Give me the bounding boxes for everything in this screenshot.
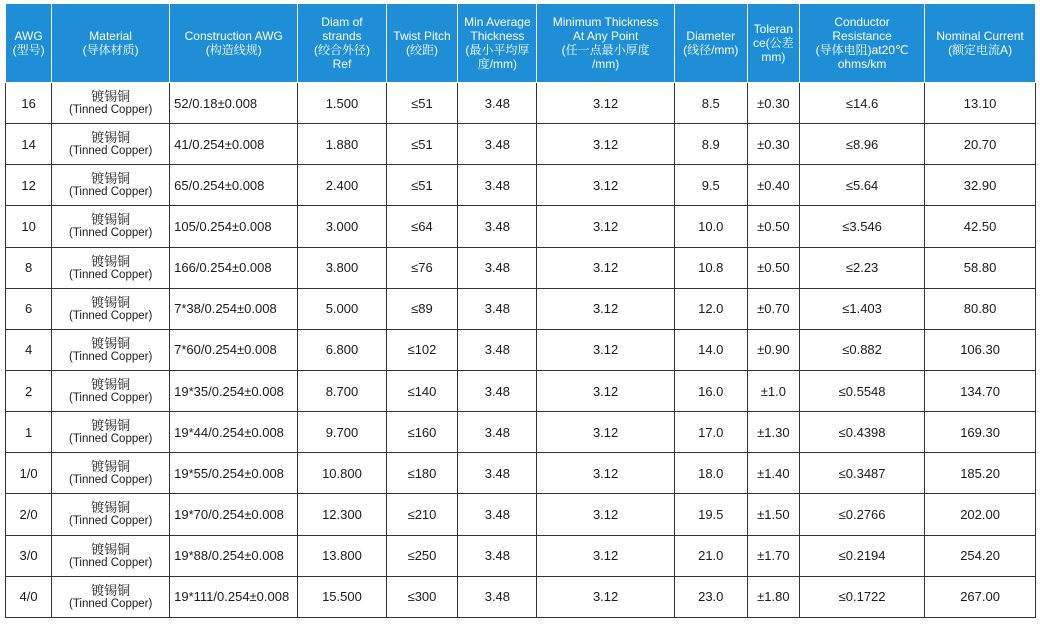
cell-min-avg-thickness: 3.48 bbox=[458, 535, 537, 576]
table-row bbox=[6, 329, 1036, 370]
cell-awg: 2/0 bbox=[6, 494, 52, 535]
material-english: (Tinned Copper) bbox=[68, 474, 153, 487]
cell-construction: 19*44/0.254±0.008 bbox=[170, 412, 298, 453]
material-chinese: 镀锡铜 bbox=[91, 582, 131, 598]
table-row bbox=[6, 83, 1036, 124]
material-english: (Tinned Copper) bbox=[68, 597, 153, 610]
cell-construction: 19*70/0.254±0.008 bbox=[170, 494, 298, 535]
cell-min-avg-thickness: 3.48 bbox=[458, 165, 537, 206]
cell-resistance: ≤0.2766 bbox=[799, 494, 924, 535]
cell-resistance: ≤0.2194 bbox=[799, 535, 924, 576]
cell-awg: 12 bbox=[6, 165, 52, 206]
cell-min-thickness: 3.12 bbox=[537, 288, 674, 329]
cell-construction: 166/0.254±0.008 bbox=[170, 247, 298, 288]
cell-diameter: 23.0 bbox=[674, 576, 747, 617]
cell-min-avg-thickness: 3.48 bbox=[458, 370, 537, 411]
table-row bbox=[6, 412, 1036, 453]
cell-material bbox=[52, 370, 170, 411]
table-row bbox=[6, 494, 1036, 535]
cell-diam-strands: 15.500 bbox=[298, 576, 386, 617]
material-english: (Tinned Copper) bbox=[68, 227, 153, 240]
cell-awg: 4/0 bbox=[6, 576, 52, 617]
table-row bbox=[6, 165, 1036, 206]
material-chinese: 镀锡铜 bbox=[91, 253, 131, 269]
cell-material bbox=[52, 412, 170, 453]
cell-awg: 1/0 bbox=[6, 453, 52, 494]
header-current: Nominal Current (额定电流A) bbox=[925, 4, 1036, 83]
cell-material bbox=[52, 165, 170, 206]
cell-min-avg-thickness: 3.48 bbox=[458, 576, 537, 617]
cell-resistance: ≤0.1722 bbox=[799, 576, 924, 617]
cell-min-avg-thickness: 3.48 bbox=[458, 247, 537, 288]
cell-awg: 6 bbox=[6, 288, 52, 329]
table-row bbox=[6, 370, 1036, 411]
cell-diam-strands: 5.000 bbox=[298, 288, 386, 329]
cell-min-thickness: 3.12 bbox=[537, 206, 674, 247]
cell-awg: 1 bbox=[6, 412, 52, 453]
cell-resistance: ≤1.403 bbox=[799, 288, 924, 329]
header-construction: Construction AWG (构造线规) bbox=[170, 4, 298, 83]
cell-twist-pitch: ≤51 bbox=[386, 83, 458, 124]
cell-current: 80.80 bbox=[925, 288, 1036, 329]
cell-material bbox=[52, 288, 170, 329]
cell-min-thickness: 3.12 bbox=[537, 535, 674, 576]
cell-current: 32.90 bbox=[925, 165, 1036, 206]
cell-current: 254.20 bbox=[925, 535, 1036, 576]
cell-diameter: 8.9 bbox=[674, 124, 747, 165]
table-header bbox=[6, 4, 1036, 83]
table-row bbox=[6, 288, 1036, 329]
material-chinese: 镀锡铜 bbox=[91, 130, 131, 146]
cell-tolerance: ±0.50 bbox=[747, 206, 799, 247]
cell-diam-strands: 3.000 bbox=[298, 206, 386, 247]
header-tolerance: Toleran ce(公差 mm) bbox=[747, 4, 799, 83]
cell-diameter: 16.0 bbox=[674, 370, 747, 411]
cell-construction: 65/0.254±0.008 bbox=[170, 165, 298, 206]
cell-twist-pitch: ≤210 bbox=[386, 494, 458, 535]
cell-current: 169.30 bbox=[925, 412, 1036, 453]
cell-diam-strands: 1.500 bbox=[298, 83, 386, 124]
header-diameter: Diameter (线径/mm) bbox=[674, 4, 747, 83]
cell-resistance: ≤0.882 bbox=[799, 329, 924, 370]
cell-tolerance: ±1.50 bbox=[747, 494, 799, 535]
cell-min-avg-thickness: 3.48 bbox=[458, 412, 537, 453]
cell-twist-pitch: ≤102 bbox=[386, 329, 458, 370]
cell-awg: 3/0 bbox=[6, 535, 52, 576]
material-chinese: 镀锡铜 bbox=[91, 500, 131, 516]
cell-twist-pitch: ≤300 bbox=[386, 576, 458, 617]
cell-min-avg-thickness: 3.48 bbox=[458, 494, 537, 535]
cell-resistance: ≤0.5548 bbox=[799, 370, 924, 411]
material-english: (Tinned Copper) bbox=[68, 145, 153, 158]
header-row bbox=[6, 4, 1036, 83]
cell-construction: 7*38/0.254±0.008 bbox=[170, 288, 298, 329]
cell-diam-strands: 1.880 bbox=[298, 124, 386, 165]
header-material: Material (导体材质) bbox=[52, 4, 170, 83]
cell-diameter: 17.0 bbox=[674, 412, 747, 453]
cell-diam-strands: 6.800 bbox=[298, 329, 386, 370]
cell-awg: 2 bbox=[6, 370, 52, 411]
cell-diameter: 9.5 bbox=[674, 165, 747, 206]
cell-diameter: 14.0 bbox=[674, 329, 747, 370]
cell-construction: 52/0.18±0.008 bbox=[170, 83, 298, 124]
cell-min-thickness: 3.12 bbox=[537, 247, 674, 288]
cell-diameter: 10.0 bbox=[674, 206, 747, 247]
cell-material bbox=[52, 329, 170, 370]
cell-tolerance: ±0.90 bbox=[747, 329, 799, 370]
material-english: (Tinned Copper) bbox=[68, 268, 153, 281]
cell-resistance: ≤3.546 bbox=[799, 206, 924, 247]
cell-twist-pitch: ≤51 bbox=[386, 165, 458, 206]
cell-construction: 19*88/0.254±0.008 bbox=[170, 535, 298, 576]
cell-tolerance: ±0.70 bbox=[747, 288, 799, 329]
cell-tolerance: ±0.50 bbox=[747, 247, 799, 288]
cell-diam-strands: 10.800 bbox=[298, 453, 386, 494]
header-twist-pitch: Twist Pitch (绞距) bbox=[386, 4, 458, 83]
cell-diam-strands: 2.400 bbox=[298, 165, 386, 206]
cell-resistance: ≤5.64 bbox=[799, 165, 924, 206]
table-row bbox=[6, 124, 1036, 165]
material-chinese: 镀锡铜 bbox=[91, 89, 131, 105]
cell-current: 202.00 bbox=[925, 494, 1036, 535]
cell-awg: 4 bbox=[6, 329, 52, 370]
cell-current: 20.70 bbox=[925, 124, 1036, 165]
cell-tolerance: ±0.40 bbox=[747, 165, 799, 206]
cell-resistance: ≤0.3487 bbox=[799, 453, 924, 494]
header-awg: AWG (型号) bbox=[6, 4, 52, 83]
cell-twist-pitch: ≤180 bbox=[386, 453, 458, 494]
cell-tolerance: ±1.70 bbox=[747, 535, 799, 576]
cell-min-thickness: 3.12 bbox=[537, 165, 674, 206]
cell-twist-pitch: ≤140 bbox=[386, 370, 458, 411]
cell-awg: 10 bbox=[6, 206, 52, 247]
cell-min-thickness: 3.12 bbox=[537, 453, 674, 494]
cell-construction: 105/0.254±0.008 bbox=[170, 206, 298, 247]
material-chinese: 镀锡铜 bbox=[91, 377, 131, 393]
cell-min-avg-thickness: 3.48 bbox=[458, 453, 537, 494]
cell-tolerance: ±1.40 bbox=[747, 453, 799, 494]
cell-resistance: ≤2.23 bbox=[799, 247, 924, 288]
cell-diam-strands: 3.800 bbox=[298, 247, 386, 288]
cell-construction: 41/0.254±0.008 bbox=[170, 124, 298, 165]
cell-twist-pitch: ≤51 bbox=[386, 124, 458, 165]
cell-current: 134.70 bbox=[925, 370, 1036, 411]
material-english: (Tinned Copper) bbox=[68, 392, 153, 405]
cell-min-thickness: 3.12 bbox=[537, 412, 674, 453]
header-resistance: Conductor Resistance (导体电阻)at20℃ ohms/km bbox=[799, 4, 924, 83]
cell-material bbox=[52, 206, 170, 247]
cell-material bbox=[52, 576, 170, 617]
cell-current: 106.30 bbox=[925, 329, 1036, 370]
cell-construction: 19*55/0.254±0.008 bbox=[170, 453, 298, 494]
cell-min-thickness: 3.12 bbox=[537, 124, 674, 165]
material-chinese: 镀锡铜 bbox=[91, 418, 131, 434]
material-english: (Tinned Copper) bbox=[68, 309, 153, 322]
cell-diameter: 18.0 bbox=[674, 453, 747, 494]
cell-awg: 14 bbox=[6, 124, 52, 165]
material-english: (Tinned Copper) bbox=[68, 433, 153, 446]
material-chinese: 镀锡铜 bbox=[91, 171, 131, 187]
cell-twist-pitch: ≤76 bbox=[386, 247, 458, 288]
material-english: (Tinned Copper) bbox=[68, 350, 153, 363]
cell-material bbox=[52, 535, 170, 576]
table-row bbox=[6, 576, 1036, 617]
cell-tolerance: ±0.30 bbox=[747, 83, 799, 124]
cell-resistance: ≤0.4398 bbox=[799, 412, 924, 453]
cell-twist-pitch: ≤250 bbox=[386, 535, 458, 576]
header-min-thickness: Minimum Thickness At Any Point (任一点最小厚度 /mm) bbox=[537, 4, 674, 83]
cell-min-avg-thickness: 3.48 bbox=[458, 329, 537, 370]
cell-awg: 16 bbox=[6, 83, 52, 124]
cell-current: 58.80 bbox=[925, 247, 1036, 288]
cell-diam-strands: 13.800 bbox=[298, 535, 386, 576]
cell-resistance: ≤8.96 bbox=[799, 124, 924, 165]
cell-tolerance: ±1.0 bbox=[747, 370, 799, 411]
cell-construction: 7*60/0.254±0.008 bbox=[170, 329, 298, 370]
cell-tolerance: ±1.80 bbox=[747, 576, 799, 617]
cell-diameter: 8.5 bbox=[674, 83, 747, 124]
cell-current: 185.20 bbox=[925, 453, 1036, 494]
cell-min-avg-thickness: 3.48 bbox=[458, 288, 537, 329]
material-chinese: 镀锡铜 bbox=[91, 212, 131, 228]
cell-twist-pitch: ≤89 bbox=[386, 288, 458, 329]
cell-diam-strands: 9.700 bbox=[298, 412, 386, 453]
cell-material bbox=[52, 453, 170, 494]
cell-diameter: 19.5 bbox=[674, 494, 747, 535]
cell-material bbox=[52, 247, 170, 288]
cell-min-avg-thickness: 3.48 bbox=[458, 124, 537, 165]
cell-min-thickness: 3.12 bbox=[537, 370, 674, 411]
cell-min-thickness: 3.12 bbox=[537, 83, 674, 124]
material-chinese: 镀锡铜 bbox=[91, 335, 131, 351]
material-chinese: 镀锡铜 bbox=[91, 541, 131, 557]
cell-twist-pitch: ≤64 bbox=[386, 206, 458, 247]
cell-diameter: 12.0 bbox=[674, 288, 747, 329]
cell-awg: 8 bbox=[6, 247, 52, 288]
material-chinese: 镀锡铜 bbox=[91, 459, 131, 475]
table-body bbox=[6, 83, 1036, 618]
cell-tolerance: ±1.30 bbox=[747, 412, 799, 453]
cell-diam-strands: 12.300 bbox=[298, 494, 386, 535]
table-row bbox=[6, 453, 1036, 494]
table-row bbox=[6, 247, 1036, 288]
header-min-avg-thickness: Min Average Thickness (最小平均厚 度/mm) bbox=[458, 4, 537, 83]
material-chinese: 镀锡铜 bbox=[91, 294, 131, 310]
cell-diameter: 21.0 bbox=[674, 535, 747, 576]
cell-current: 267.00 bbox=[925, 576, 1036, 617]
cell-material bbox=[52, 494, 170, 535]
cell-diameter: 10.8 bbox=[674, 247, 747, 288]
cell-min-avg-thickness: 3.48 bbox=[458, 83, 537, 124]
material-english: (Tinned Copper) bbox=[68, 104, 153, 117]
material-english: (Tinned Copper) bbox=[68, 515, 153, 528]
cell-min-avg-thickness: 3.48 bbox=[458, 206, 537, 247]
cell-twist-pitch: ≤160 bbox=[386, 412, 458, 453]
cell-min-thickness: 3.12 bbox=[537, 494, 674, 535]
material-english: (Tinned Copper) bbox=[68, 556, 153, 569]
material-english: (Tinned Copper) bbox=[68, 186, 153, 199]
cell-material bbox=[52, 83, 170, 124]
cell-construction: 19*35/0.254±0.008 bbox=[170, 370, 298, 411]
cell-material bbox=[52, 124, 170, 165]
cell-tolerance: ±0.30 bbox=[747, 124, 799, 165]
cell-min-thickness: 3.12 bbox=[537, 329, 674, 370]
table-row bbox=[6, 206, 1036, 247]
cell-diam-strands: 8.700 bbox=[298, 370, 386, 411]
cell-resistance: ≤14.6 bbox=[799, 83, 924, 124]
cell-min-thickness: 3.12 bbox=[537, 576, 674, 617]
cell-construction: 19*111/0.254±0.008 bbox=[170, 576, 298, 617]
cable-spec-table bbox=[5, 3, 1036, 618]
header-diam-strands: Diam of strands (绞合外径) Ref bbox=[298, 4, 386, 83]
cell-current: 13.10 bbox=[925, 83, 1036, 124]
table-row bbox=[6, 535, 1036, 576]
cell-current: 42.50 bbox=[925, 206, 1036, 247]
